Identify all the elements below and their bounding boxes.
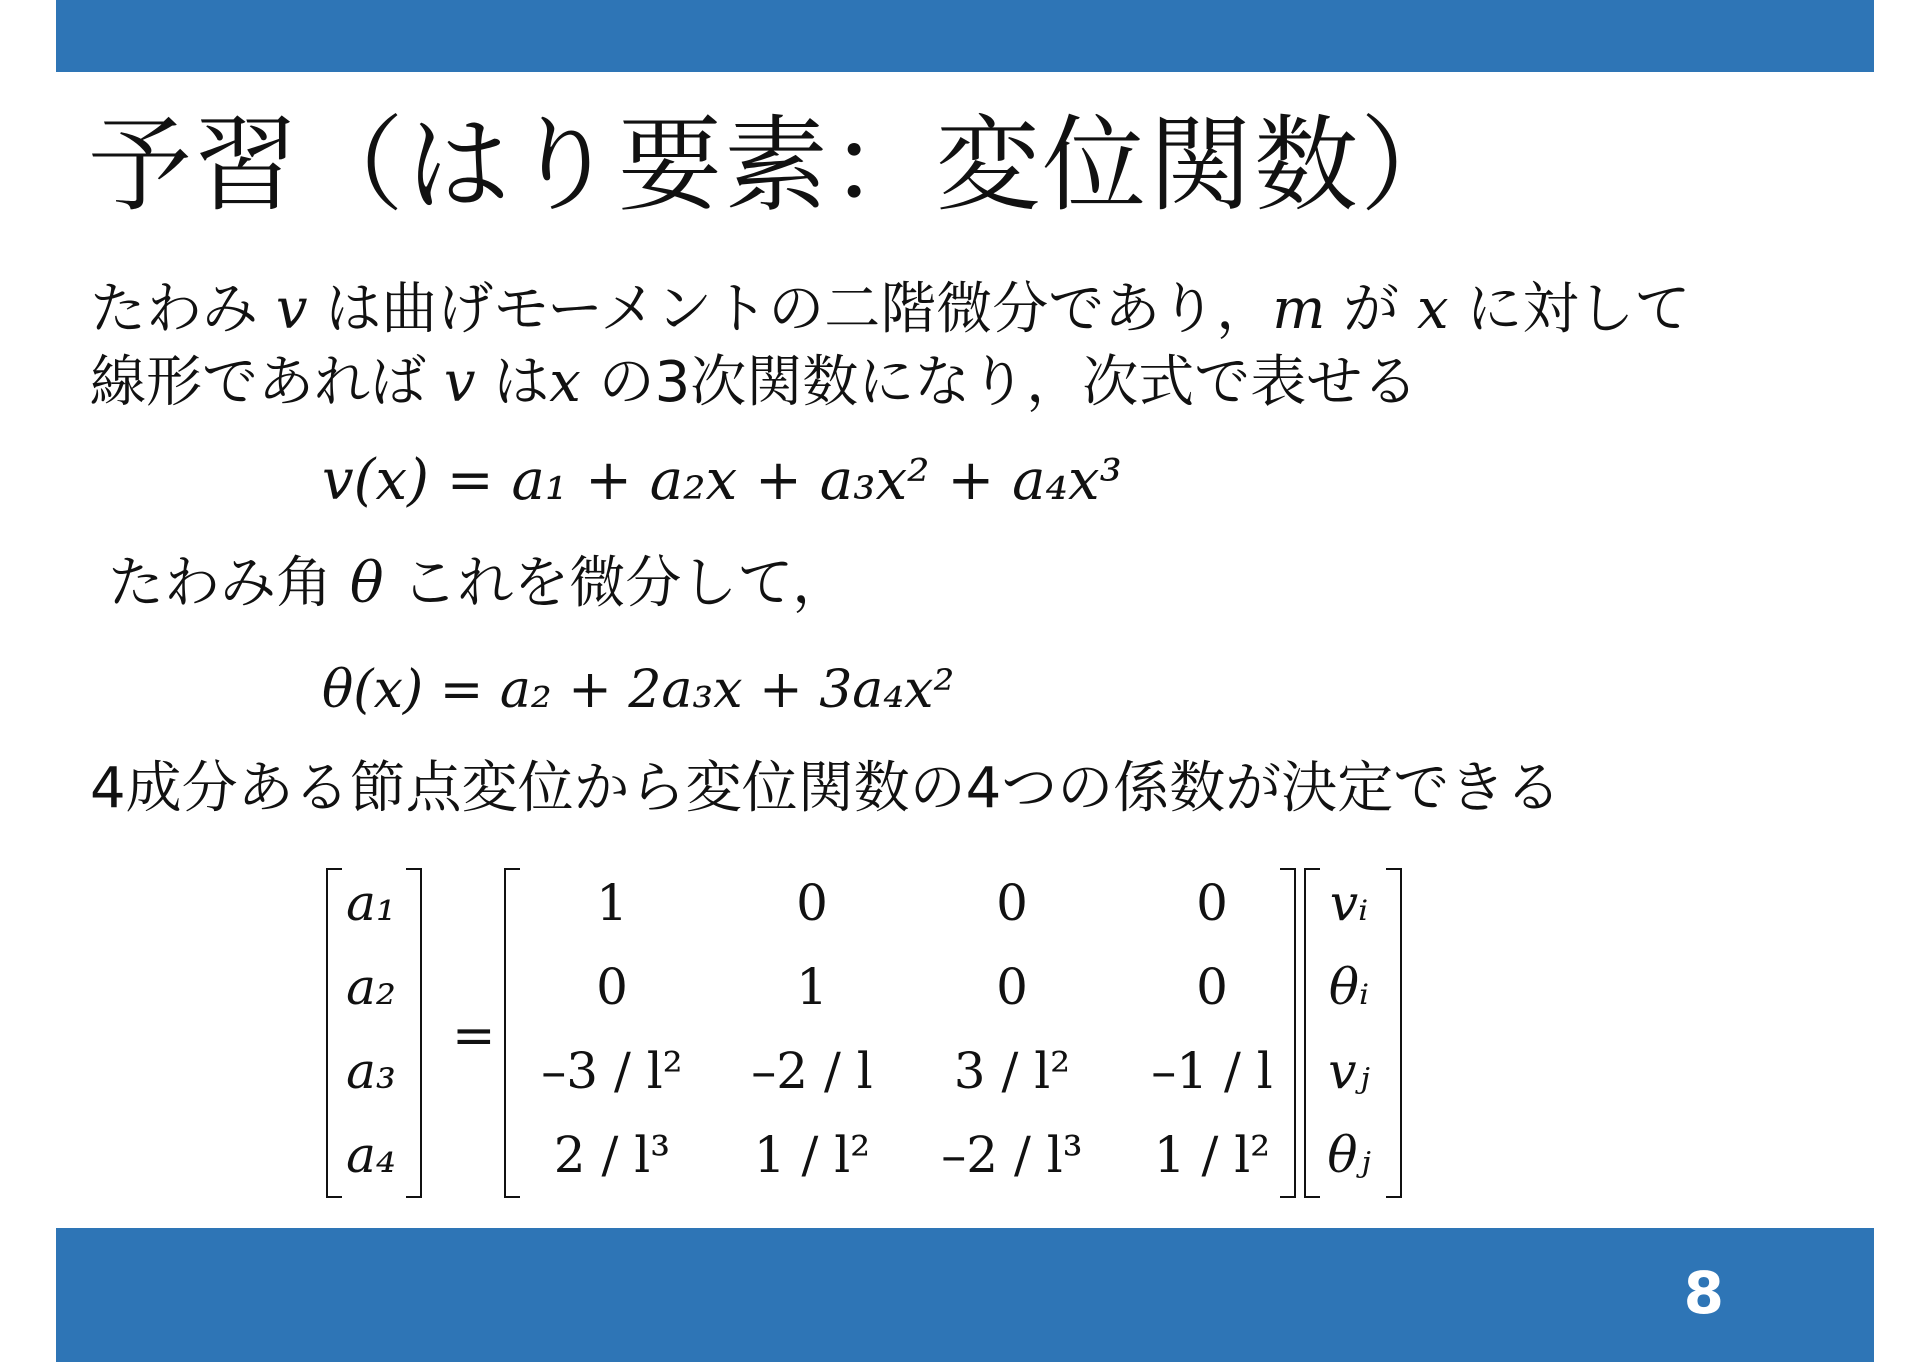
eq2-lhs: θ(x) = (322, 660, 500, 720)
coefficient-vector (336, 868, 406, 1194)
right-bracket (1280, 868, 1296, 1198)
text-segment: は (475, 349, 550, 415)
matrix-cell: 1 / l² (1153, 1126, 1271, 1184)
nodal-displacement-vector (1314, 868, 1384, 1194)
right-bracket (406, 868, 422, 1198)
var-m: m (1272, 277, 1326, 342)
matrix-cell: –2 / l³ (941, 1126, 1083, 1184)
page-number: 8 (1683, 1259, 1724, 1327)
matrix-cell: 1 / l² (753, 1126, 871, 1184)
var-v: v (275, 277, 308, 342)
matrix-cell: –1 / l (1151, 1042, 1273, 1100)
eq1-rhs: a₁ + a₂x + a₃x² + a₄x³ (511, 448, 1122, 513)
matrix-cell: 0 (1196, 874, 1228, 932)
slide-title: 予習（はり要素：変位関数） (88, 104, 1467, 226)
vector-entry: vᵢ (1329, 874, 1369, 932)
text-segment: 線形であれば (90, 349, 444, 415)
matrix-grid (512, 868, 1272, 1194)
matrix-cell: 1 (796, 958, 828, 1016)
paragraph-coefficients: 4成分ある節点変位から変位関数の4つの係数が決定できる (90, 756, 1562, 821)
matrix-cell: 1 (596, 874, 628, 932)
matrix-cell: 0 (1196, 958, 1228, 1016)
var-x: x (549, 349, 581, 415)
matrix-cell: 0 (796, 874, 828, 932)
var-v: v (443, 349, 476, 415)
text-segment: たわみ (90, 277, 276, 342)
equation-rotation (322, 660, 954, 720)
bottom-accent-bar (56, 1228, 1874, 1362)
paragraph-rotation (108, 548, 848, 621)
top-accent-bar (56, 0, 1874, 72)
matrix-cell: 0 (596, 958, 628, 1016)
var-x: x (1416, 277, 1449, 342)
vector-entry: a₄ (346, 1126, 396, 1184)
var-theta: θ (349, 551, 384, 616)
paragraph-intro (90, 274, 1690, 420)
vector-entry: a₂ (346, 958, 396, 1016)
matrix-cell: –2 / l (751, 1042, 873, 1100)
equation-displacement (322, 448, 1122, 513)
vector-entry: θⱼ (1327, 1126, 1371, 1184)
eq1-lhs: v(x) = (322, 448, 512, 513)
vector-entry: a₃ (346, 1042, 396, 1100)
vector-entry: θᵢ (1328, 958, 1370, 1016)
matrix-cell: 0 (996, 958, 1028, 1016)
matrix-cell: –3 / l² (541, 1042, 683, 1100)
matrix-cell: 3 / l² (953, 1042, 1071, 1100)
eq2-rhs: a₂ + 2a₃x + 3a₄x² (499, 660, 955, 720)
matrix-cell: 2 / l³ (553, 1126, 671, 1184)
text-segment: の3次関数になり，次式で表せる (580, 349, 1419, 415)
vector-entry: a₁ (346, 874, 396, 932)
text-segment: に対して (1448, 277, 1691, 342)
equals-sign: = (452, 1006, 496, 1066)
text-segment: が (1325, 277, 1417, 342)
matrix-cell: 0 (996, 874, 1028, 932)
text-segment: これを微分して， (383, 551, 849, 616)
text-segment: たわみ角 (108, 551, 350, 616)
text-segment: は曲げモーメントの二階微分であり， (307, 277, 1273, 342)
vector-entry: vⱼ (1328, 1042, 1370, 1100)
right-bracket (1386, 868, 1402, 1198)
